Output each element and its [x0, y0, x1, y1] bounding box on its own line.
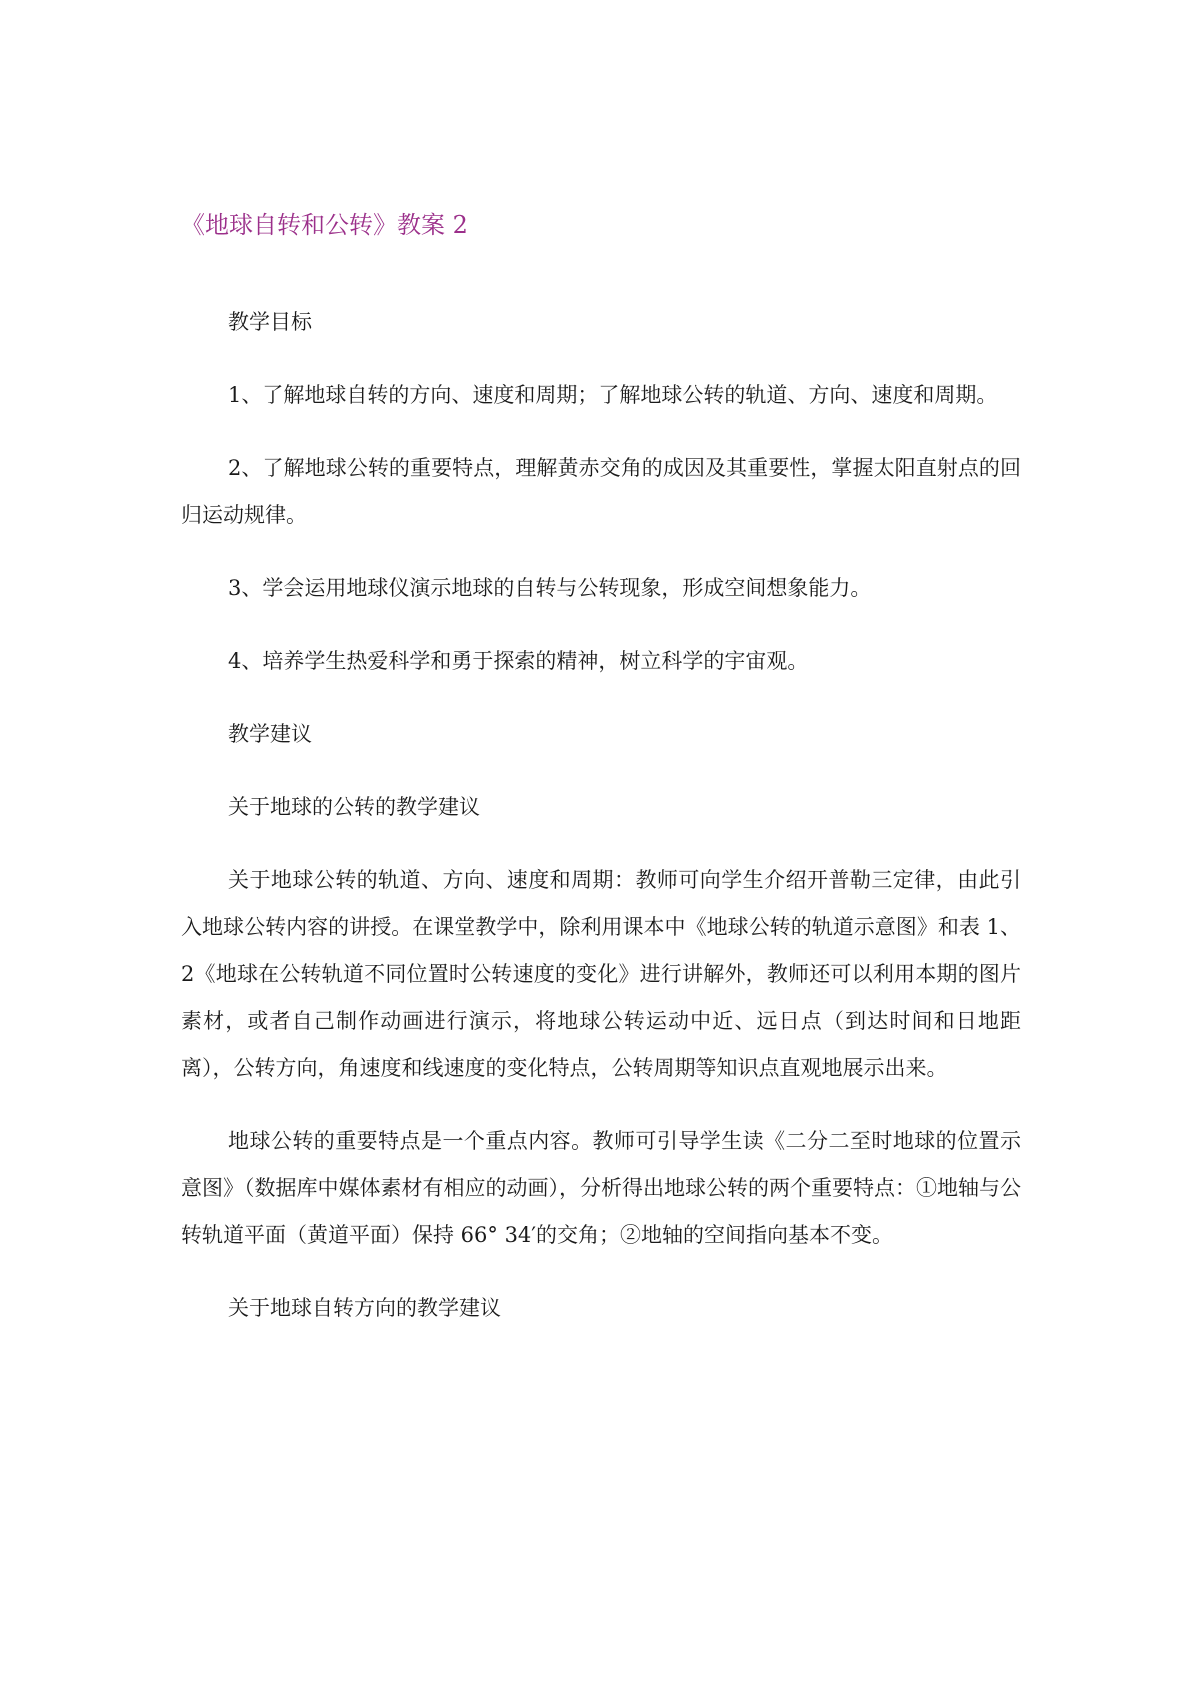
section-heading-teaching-suggestions: 教学建议	[228, 722, 312, 746]
body-paragraph-revolution-features: 地球公转的重要特点是一个重点内容。教师可引导学生读《二分二至时地球的位置示意图》（数据库中媒体素材有相应的动画），分析得出地球公转的两个重要特点：①地轴与公转轨道平面（黄道平面）保持 66° 34′的交角；②地轴的空间指向基本不变。	[181, 1129, 1021, 1247]
subheading-revolution-suggestions: 关于地球的公转的教学建议	[228, 795, 480, 819]
goal-item-4: 4、培养学生热爱科学和勇于探索的精神，树立科学的宇宙观。	[228, 649, 809, 673]
goal-item-3: 3、学会运用地球仪演示地球的自转与公转现象，形成空间想象能力。	[228, 576, 872, 600]
subheading-rotation-direction: 关于地球自转方向的教学建议	[228, 1296, 501, 1320]
document-title: 《地球自转和公转》教案 2	[181, 211, 468, 239]
section-heading-teaching-goals: 教学目标	[228, 310, 312, 334]
goal-item-1: 1、了解地球自转的方向、速度和周期；了解地球公转的轨道、方向、速度和周期。	[228, 383, 998, 407]
goal-item-2: 2、了解地球公转的重要特点，理解黄赤交角的成因及其重要性，掌握太阳直射点的回归运动规律。	[181, 456, 1021, 527]
document-body	[181, 207, 1021, 1358]
body-paragraph-orbit: 关于地球公转的轨道、方向、速度和周期：教师可向学生介绍开普勒三定律，由此引入地球公转内容的讲授。在课堂教学中，除利用课本中《地球公转的轨道示意图》和表 1、2《地球在公转轨道不同位置时公转速度的变化》进行讲解外，教师还可以利用本期的图片素材，或者自己制作动画进行演示，将地球公转运动中近、远日点（到达时间和日地距离），公转方向，角速度和线速度的变化特点，公转周期等知识点直观地展示出来。	[181, 868, 1021, 1080]
